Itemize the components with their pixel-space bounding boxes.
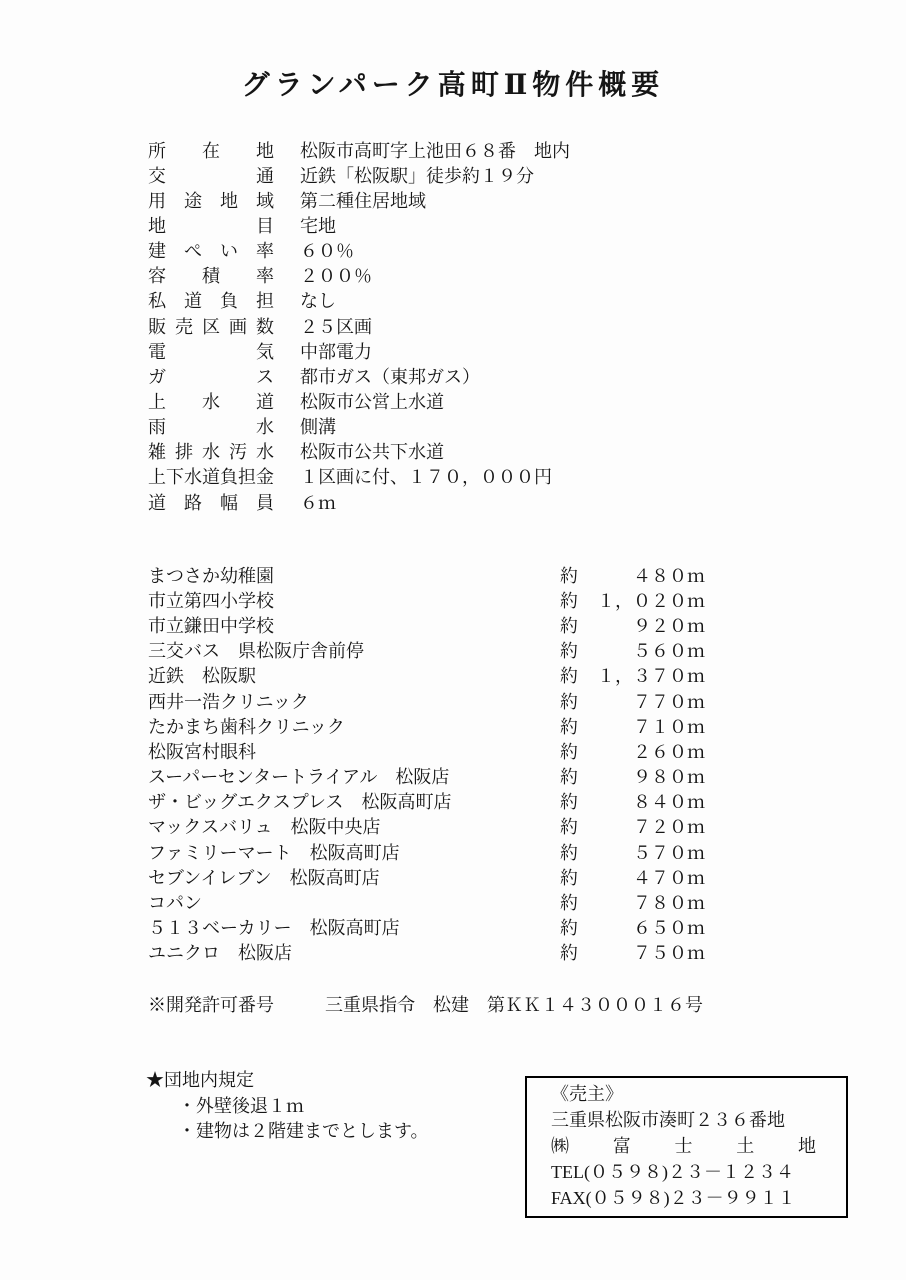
spec-row — [148, 263, 570, 288]
spec-row — [148, 464, 570, 489]
facility-distance: １，３７０ｍ — [597, 666, 705, 687]
facility-name: コパン — [148, 893, 202, 914]
spec-value: ２５区画 — [300, 316, 372, 337]
seller-address: 三重県松阪市湊町２３６番地 — [551, 1110, 785, 1130]
spec-value: ６ｍ — [300, 492, 336, 513]
facility-distance: ９８０ｍ — [633, 767, 705, 788]
facility-distance: ７７０ｍ — [633, 691, 705, 712]
spec-value: 宅地 — [300, 216, 336, 236]
facility-name: マックスバリュ 松阪中央店 — [148, 817, 381, 838]
property-spec-list — [148, 137, 570, 514]
spec-row — [148, 162, 570, 187]
development-permit-line — [148, 991, 703, 1016]
estate-regulations — [146, 1068, 429, 1145]
facility-name: ユニクロ 松阪店 — [148, 943, 292, 964]
spec-value: 松阪市高町字上池田６８番 地内 — [300, 140, 570, 161]
spec-label: 道 路 幅 員 — [148, 492, 274, 513]
spec-label: ガ ス — [148, 366, 274, 387]
seller-tel: TEL(０５９８)２３－１２３４ — [551, 1162, 794, 1182]
permit-label: ※開発許可番号 — [148, 994, 274, 1015]
facility-row — [148, 688, 705, 713]
permit-number: 三重県指令 松建 第ＫＫ１４３０００１６号 — [325, 994, 703, 1015]
regulations-heading: ★団地内規定 — [146, 1070, 254, 1090]
facility-row — [148, 663, 705, 688]
approx-label: 約 — [560, 918, 578, 939]
spec-value: 松阪市公共下水道 — [300, 442, 444, 463]
facility-row — [148, 612, 705, 637]
facility-row — [148, 764, 705, 789]
facility-row — [148, 638, 705, 663]
facility-distance: ６５０ｍ — [633, 918, 705, 939]
facility-row — [148, 587, 705, 612]
spec-row — [148, 187, 570, 212]
spec-label: 電 気 — [148, 341, 274, 362]
spec-row — [148, 288, 570, 313]
approx-label: 約 — [560, 565, 578, 586]
facility-row — [148, 713, 705, 738]
approx-label: 約 — [560, 817, 578, 838]
facility-distance: ７２０ｍ — [633, 817, 705, 838]
seller-company-name: ㈱ 富 士 土 地 — [551, 1136, 816, 1156]
seller-heading: 《売主》 — [551, 1084, 623, 1104]
approx-label: 約 — [560, 691, 578, 712]
facility-distance: ９２０ｍ — [633, 615, 705, 636]
spec-label: 雨 水 — [148, 417, 274, 438]
spec-value: ２００％ — [300, 266, 372, 287]
facility-distance-list — [148, 562, 705, 965]
facility-distance: ８４０ｍ — [633, 792, 705, 813]
spec-row — [148, 363, 570, 388]
facility-row — [148, 889, 705, 914]
facility-name: 市立第四小学校 — [148, 590, 274, 611]
page-title: グランパーク高町Ⅱ物件概要 — [241, 70, 665, 101]
spec-label: 所 在 地 — [148, 140, 274, 161]
spec-row — [148, 388, 570, 413]
facility-distance: ５７０ｍ — [633, 842, 705, 863]
facility-name: ザ・ビッグエクスプレス 松阪高町店 — [148, 792, 452, 813]
spec-row — [148, 338, 570, 363]
approx-label: 約 — [560, 641, 578, 662]
facility-name: スーパーセンタートライアル 松阪店 — [148, 767, 450, 788]
spec-value: 近鉄「松阪駅」徒歩約１９分 — [300, 165, 534, 186]
facility-distance: １，０２０ｍ — [597, 590, 705, 611]
seller-fax: FAX(０５９８)２３－９９１１ — [551, 1188, 796, 1208]
facility-row — [148, 814, 705, 839]
approx-label: 約 — [560, 741, 578, 762]
spec-row — [148, 489, 570, 514]
facility-name: 近鉄 松阪駅 — [148, 666, 256, 687]
approx-label: 約 — [560, 767, 578, 788]
facility-distance: ２６０ｍ — [633, 741, 705, 762]
approx-label: 約 — [560, 666, 578, 687]
spec-value: 都市ガス（東邦ガス） — [300, 366, 480, 387]
spec-row — [148, 212, 570, 237]
spec-value: 中部電力 — [300, 341, 372, 362]
approx-label: 約 — [560, 615, 578, 636]
spec-value: なし — [300, 291, 336, 312]
seller-box — [525, 1076, 848, 1218]
spec-value: 第二種住居地域 — [300, 190, 426, 211]
facility-row — [148, 915, 705, 940]
regulation-item: ・建物は２階建までとします。 — [178, 1121, 429, 1141]
facility-name: 松阪宮村眼科 — [148, 741, 256, 762]
approx-label: 約 — [560, 867, 578, 888]
facility-name: 西井一浩クリニック — [148, 691, 309, 712]
spec-row — [148, 313, 570, 338]
facility-distance: ４７０ｍ — [633, 867, 705, 888]
spec-label: 上 水 道 — [148, 391, 274, 412]
spec-value: 側溝 — [300, 417, 336, 438]
spec-label: 用 途 地 域 — [148, 190, 274, 211]
approx-label: 約 — [560, 893, 578, 914]
approx-label: 約 — [560, 943, 578, 964]
facility-row — [148, 562, 705, 587]
facility-name: まつさか幼稚園 — [148, 565, 274, 586]
approx-label: 約 — [560, 590, 578, 611]
facility-row — [148, 789, 705, 814]
facility-name: セブンイレブン 松阪高町店 — [148, 867, 380, 888]
facility-name: ５１３ベーカリー 松阪高町店 — [148, 918, 400, 939]
spec-row — [148, 439, 570, 464]
facility-distance: ７８０ｍ — [633, 893, 705, 914]
spec-label: 販 売 区 画 数 — [148, 316, 274, 337]
spec-label: 容 積 率 — [148, 266, 274, 287]
facility-distance: ７１０ｍ — [633, 716, 705, 737]
facility-row — [148, 839, 705, 864]
approx-label: 約 — [560, 716, 578, 737]
approx-label: 約 — [560, 792, 578, 813]
spec-label: 雑 排 水 汚 水 — [148, 442, 274, 463]
approx-label: 約 — [560, 842, 578, 863]
facility-row — [148, 738, 705, 763]
spec-label: 地 目 — [148, 216, 274, 236]
spec-label: 交 通 — [148, 165, 274, 186]
facility-name: ファミリーマート 松阪高町店 — [148, 842, 400, 863]
facility-name: 市立鎌田中学校 — [148, 615, 274, 636]
spec-value: ６０％ — [300, 241, 354, 262]
spec-row — [148, 137, 570, 162]
facility-distance: ４８０ｍ — [633, 565, 705, 586]
facility-distance: ７５０ｍ — [633, 943, 705, 964]
spec-label: 私 道 負 担 — [148, 291, 274, 312]
facility-row — [148, 864, 705, 889]
regulation-item: ・外壁後退１ｍ — [178, 1095, 304, 1116]
spec-label: 上下水道負担金 — [148, 467, 274, 488]
spec-value: 松阪市公営上水道 — [300, 391, 444, 412]
facility-row — [148, 940, 705, 965]
spec-label: 建 ぺ い 率 — [148, 241, 274, 262]
spec-row — [148, 238, 570, 263]
facility-name: 三交バス 県松阪庁舎前停 — [148, 641, 364, 662]
spec-value: １区画に付、１７０，０００円 — [300, 467, 552, 488]
facility-distance: ５６０ｍ — [633, 641, 705, 662]
facility-name: たかまち歯科クリニック — [148, 716, 345, 737]
spec-row — [148, 414, 570, 439]
